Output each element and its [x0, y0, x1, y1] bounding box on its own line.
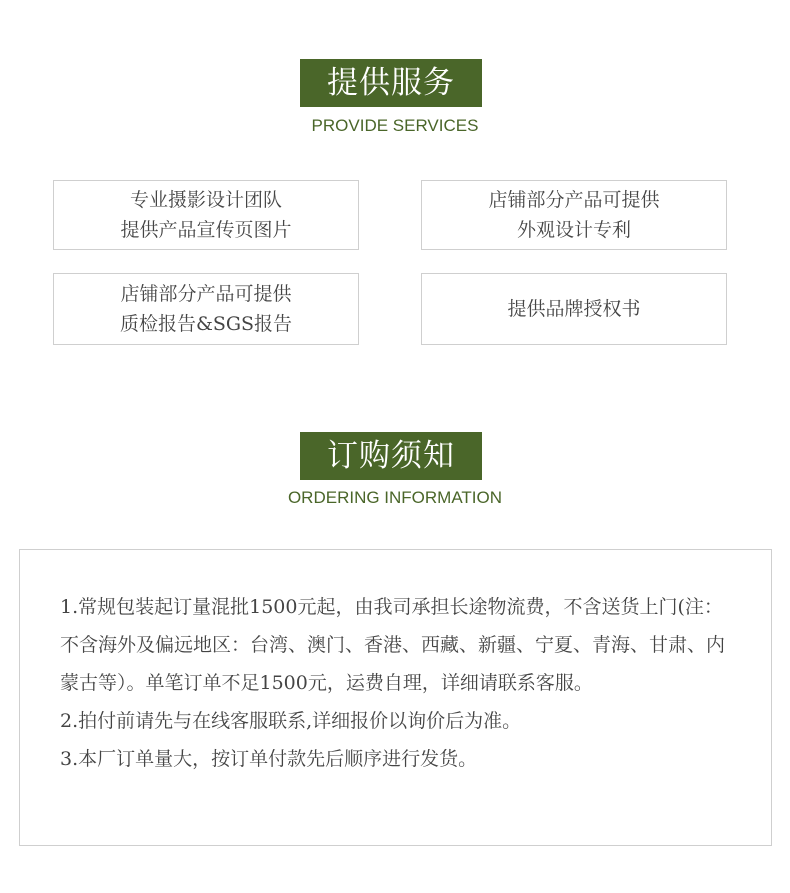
- service-card-line: 店铺部分产品可提供: [488, 189, 660, 211]
- ordering-note: 1.常规包装起订量混批1500元起，由我司承担长途物流费，不含送货上门(注：不含海外及偏远地区：台湾、澳门、香港、西藏、新疆、宁夏、青海、甘肃、内蒙古等）。单笔订单不足1500元，运费自理，详细请联系客服。: [60, 596, 726, 694]
- service-card-line: 提供品牌授权书: [507, 298, 641, 320]
- ordering-title: 订购须知: [300, 432, 482, 480]
- ordering-subtitle: ORDERING INFORMATION: [287, 488, 503, 507]
- service-card-line: 提供产品宣传页图片: [120, 219, 292, 241]
- ordering-note: 3.本厂订单量大，按订单付款先后顺序进行发货。: [60, 748, 478, 770]
- service-card-photography: [53, 180, 359, 250]
- service-card-line: 店铺部分产品可提供: [120, 283, 292, 305]
- service-card-line: 专业摄影设计团队: [129, 189, 282, 211]
- ordering-note: 2.拍付前请先与在线客服联系,详细报价以询价后为准。: [60, 710, 522, 732]
- ordering-notes-box: [19, 549, 772, 846]
- services-title: 提供服务: [300, 59, 482, 107]
- services-subtitle: PROVIDE SERVICES: [311, 116, 479, 135]
- service-card-line: 外观设计专利: [516, 219, 631, 241]
- service-card-design-patent: [421, 180, 727, 250]
- service-card-brand-authorization: [421, 273, 727, 345]
- service-card-quality-report: [53, 273, 359, 345]
- service-card-line: 质检报告&SGS报告: [119, 313, 293, 335]
